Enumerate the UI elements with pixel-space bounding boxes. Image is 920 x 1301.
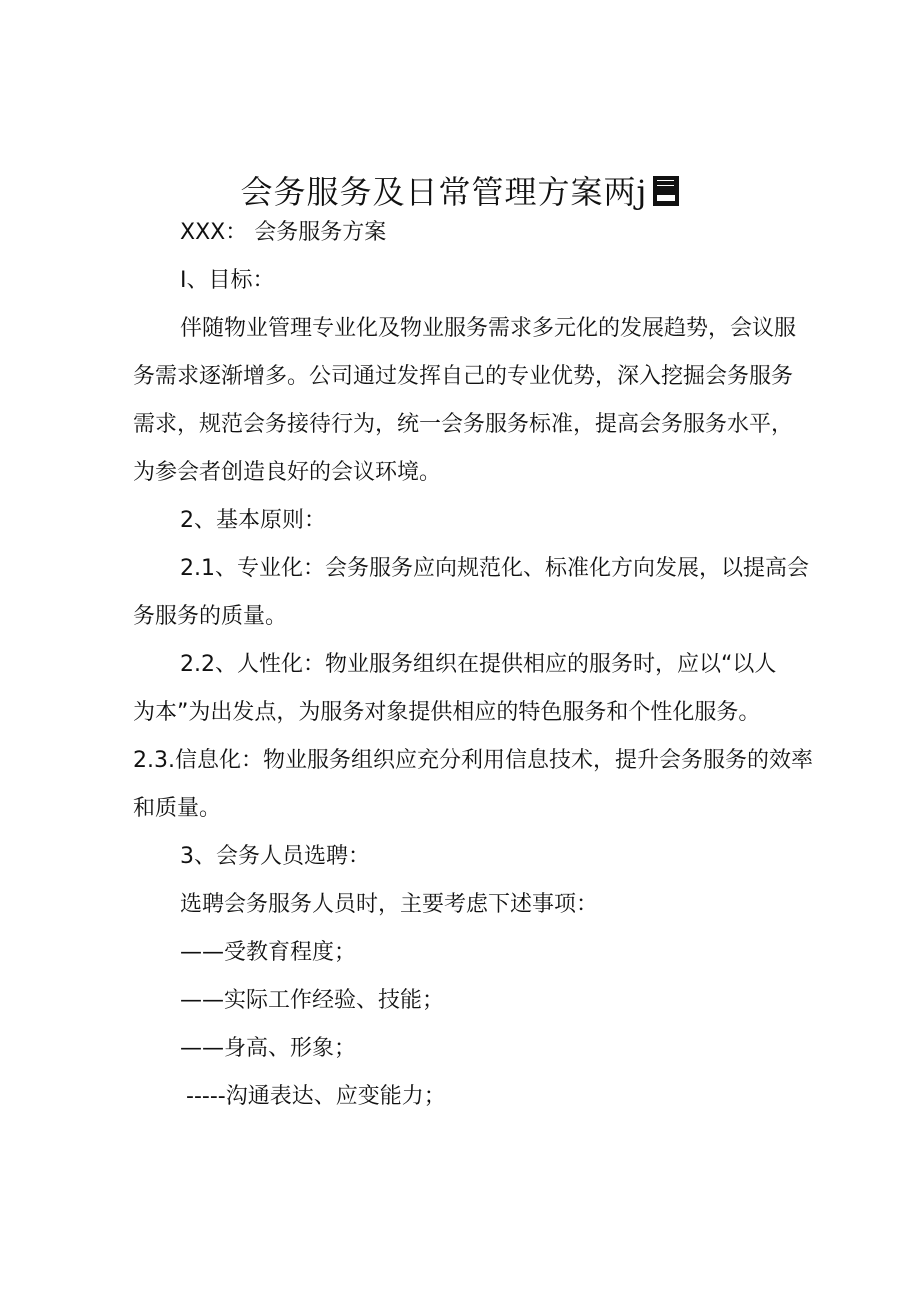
section-heading-goal: I、目标： xyxy=(180,268,275,293)
paragraph-line: 和质量。 xyxy=(133,796,222,821)
paragraph-line: 伴随物业管理专业化及物业服务需求多元化的发展趋势，会议服 xyxy=(180,316,797,341)
document-title xyxy=(0,168,920,216)
title-text: 会务服务及日常管理方案两j xyxy=(240,173,648,211)
paragraph-line: 为参会者创造良好的会议环境。 xyxy=(133,460,442,485)
document-mark-icon xyxy=(653,176,679,206)
paragraph-line: 2.2、人性化：物业服务组织在提供相应的服务时，应以“以人 xyxy=(180,652,777,677)
list-item: ——身高、形象； xyxy=(180,1036,357,1061)
list-item: ——实际工作经验、技能； xyxy=(180,988,445,1013)
paragraph-line: 为本”为出发点，为服务对象提供相应的特色服务和个性化服务。 xyxy=(133,700,761,725)
list-item: -----沟通表达、应变能力； xyxy=(186,1084,446,1109)
list-item: ——受教育程度； xyxy=(180,940,357,965)
paragraph-line: 选聘会务服务人员时，主要考虑下述事项： xyxy=(180,892,599,917)
paragraph-line: 2.3.信息化：物业服务组织应充分利用信息技术，提升会务服务的效率 xyxy=(133,748,813,773)
subtitle-line: XXX： 会务服务方案 xyxy=(180,220,387,245)
section-heading-principles: 2、基本原则： xyxy=(180,508,326,533)
paragraph-line: 需求，规范会务接待行为，统一会务服务标准，提高会务服务水平， xyxy=(133,412,794,437)
paragraph-line: 务服务的质量。 xyxy=(133,604,288,629)
paragraph-line: 务需求逐渐增多。公司通过发挥自己的专业优势，深入挖掘会务服务 xyxy=(133,364,794,389)
paragraph-line: 2.1、专业化：会务服务应向规范化、标准化方向发展，以提高会 xyxy=(180,556,809,581)
section-heading-staffing: 3、会务人员选聘： xyxy=(180,844,370,869)
